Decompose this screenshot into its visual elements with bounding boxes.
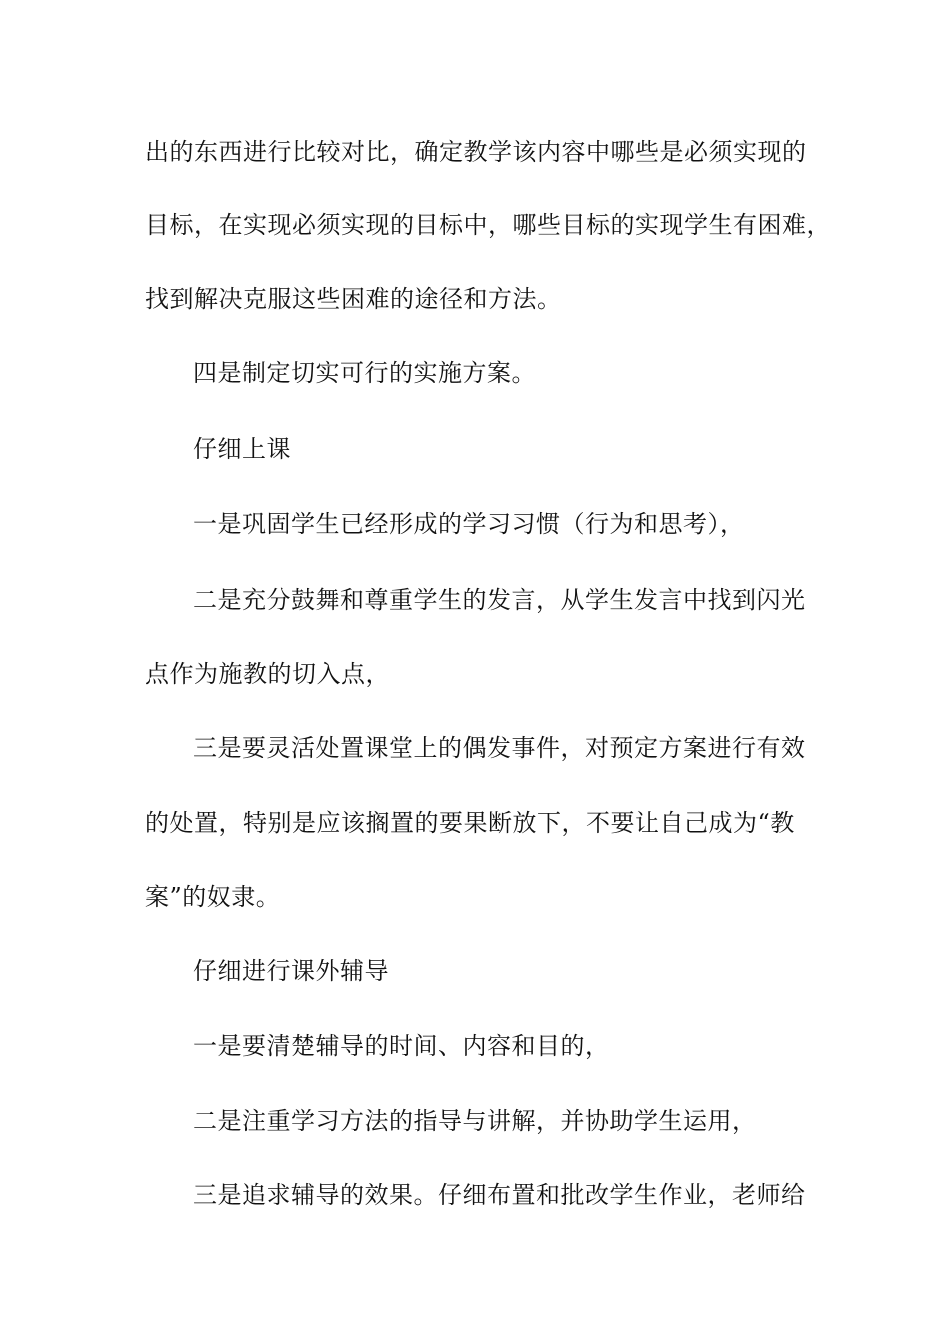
paragraph-line: 三是追求辅导的效果。仔细布置和批改学生作业，老师给 — [193, 1181, 806, 1209]
paragraph-line: 二是充分鼓舞和尊重学生的发言，从学生发言中找到闪光 — [193, 586, 806, 614]
section-heading: 仔细上课 — [193, 435, 291, 463]
paragraph-line: 目标，在实现必须实现的目标中，哪些目标的实现学生有困难， — [145, 211, 831, 239]
paragraph-line: 找到解决克服这些困难的途径和方法。 — [145, 285, 562, 313]
paragraph-line: 出的东西进行比较对比，确定教学该内容中哪些是必须实现的 — [145, 138, 807, 166]
paragraph-line: 点作为施教的切入点， — [145, 660, 390, 688]
paragraph-line: 一是要清楚辅导的时间、内容和目的， — [193, 1032, 610, 1060]
paragraph-line: 的处置，特别是应该搁置的要果断放下，不要让自己成为“教 — [145, 809, 795, 837]
paragraph-line: 四是制定切实可行的实施方案。 — [193, 359, 536, 387]
paragraph-line: 案”的奴隶。 — [145, 883, 281, 911]
section-heading: 仔细进行课外辅导 — [193, 957, 389, 985]
paragraph-line: 二是注重学习方法的指导与讲解，并协助学生运用， — [193, 1107, 757, 1135]
paragraph-line: 一是巩固学生已经形成的学习习惯（行为和思考）， — [193, 510, 745, 538]
paragraph-line: 三是要灵活处置课堂上的偶发事件，对预定方案进行有效 — [193, 734, 806, 762]
